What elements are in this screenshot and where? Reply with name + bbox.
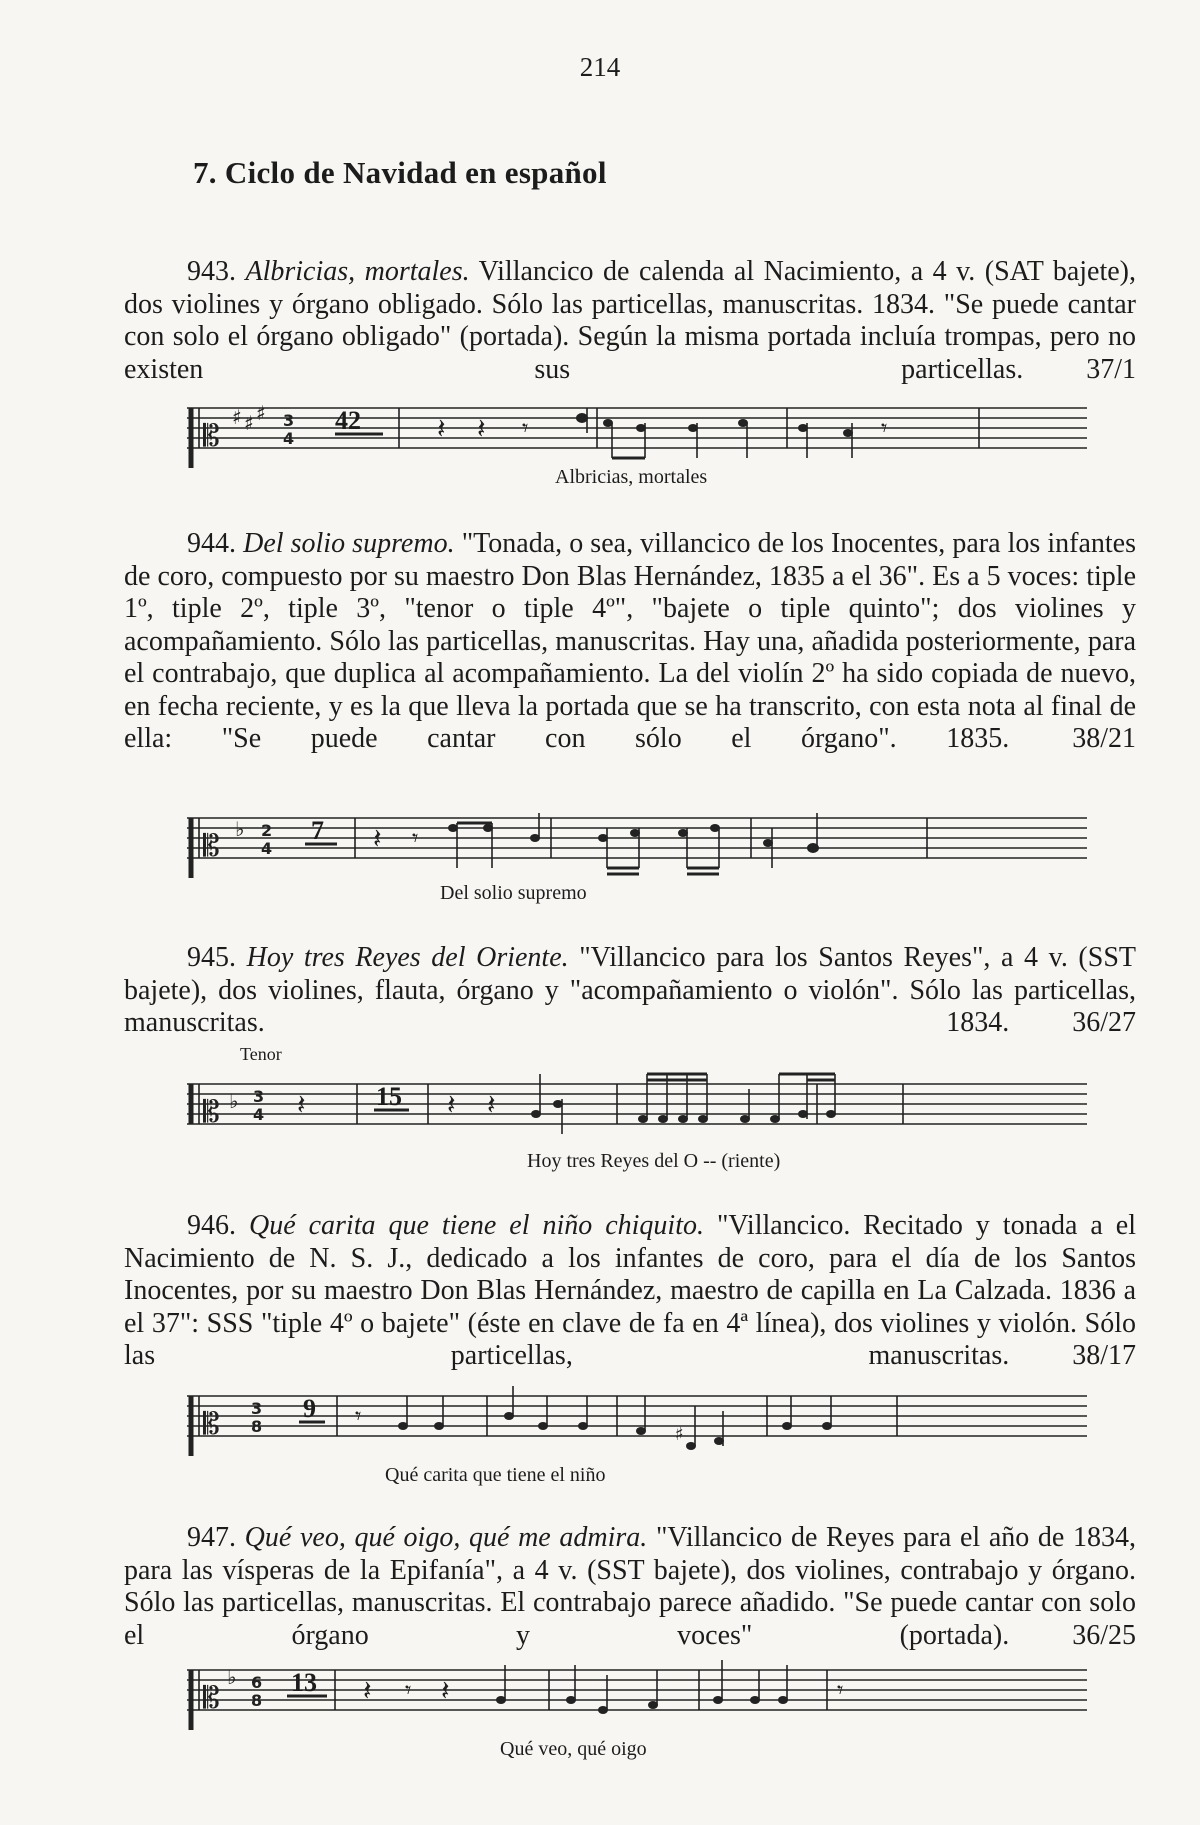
rest-measures: 13 [291,1668,317,1697]
staff-945 [187,1074,1087,1154]
staff-946 [187,1386,1087,1466]
music-incipit-944 [187,808,1087,908]
entry-title: Qué carita que tiene el niño chiquito. [248,1210,704,1241]
svg-text:6: 6 [251,1673,263,1692]
svg-text:𝄽: 𝄽 [447,1088,456,1121]
entry-number: 943. [187,256,236,287]
svg-text:𝄾: 𝄾 [837,1676,844,1704]
svg-text:3: 3 [253,1087,265,1106]
entry-number: 947. [187,1522,236,1553]
svg-text:𝄾: 𝄾 [405,1676,412,1704]
svg-text:𝄽: 𝄽 [487,1088,496,1121]
music-incipit-946 [187,1386,1087,1486]
catalog-entry-946 [124,1210,1136,1405]
svg-text:♭: ♭ [227,1665,237,1689]
svg-text:𝄽: 𝄽 [437,412,446,445]
entry-reference: 37/1 [1086,353,1136,385]
entry-number: 946. [187,1210,236,1241]
entry-description: "Villancico para los Santos Reyes", a 4 v. (SST bajete), dos violines, flauta, órgano y "acompañamiento o violón". Sólo las particellas, manuscritas. 1834. [124,942,1136,1038]
svg-text:𝄡: 𝄡 [203,419,220,454]
svg-text:4: 4 [253,1105,265,1124]
incipit-lyric: Hoy tres Reyes del O -- (riente) [527,1150,781,1172]
entry-text [124,1210,1136,1405]
incipit-lyric: Qué carita que tiene el niño [385,1464,606,1486]
entry-number: 945. [187,942,236,973]
entry-description: "Villancico. Recitado y tonada a el Nacimiento de N. S. J., dedicado a los infantes de coro, para el día de los Santos Inocentes, por su maestro Don Blas Hernández, maestro de capilla en La Calzada. 1836 a el 37": SSS "tiple 4º o bajete" (éste en clave de fa en 4ª línea), dos violines y violón. Sólo las particellas, manuscritas. [124,1210,1137,1371]
entry-reference: 36/27 [1072,1007,1136,1038]
svg-text:4: 4 [261,839,273,858]
svg-text:8: 8 [251,1691,263,1710]
svg-text:𝄡: 𝄡 [203,1681,220,1716]
svg-text:♯: ♯ [244,411,254,435]
svg-text:3: 3 [251,1399,263,1418]
rest-measures: 42 [335,406,361,435]
svg-text:♯: ♯ [232,405,242,429]
entry-reference: 38/21 [1072,723,1136,754]
svg-text:8: 8 [251,1417,263,1436]
incipit-lyric: Qué veo, qué oigo [500,1738,647,1760]
svg-text:𝄡: 𝄡 [203,1407,220,1442]
svg-text:𝄽: 𝄽 [297,1088,306,1121]
svg-text:♭: ♭ [235,817,245,841]
entry-description: "Tonada, o sea, villancico de los Inocentes, para los infantes de coro, compuesto por su maestro Don Blas Hernández, 1835 a el 36". Es a 5 voces: tiple 1º, tiple 2º, tiple 3º, "tenor o tiple 4º", "bajete o tiple quinto"; dos violines y acompañamiento. Sólo las particellas, manuscritas. Hay una, añadida posteriormente, para el contrabajo, que duplica al acompañamiento. La del violín 2º ha sido copiada de nuevo, en fecha reciente, y es la que lleva la portada que se ha transcrito, con esta nota al final de ella: "Se puede cantar con sólo el órgano". 1835. [124,528,1137,754]
entry-title: Qué veo, qué oigo, qué me admira. [244,1522,648,1553]
svg-text:𝄾: 𝄾 [881,414,888,442]
svg-text:3: 3 [283,411,295,430]
svg-text:𝄾: 𝄾 [522,414,529,442]
incipit-lyric: Albricias, mortales [555,466,708,488]
entry-title: Del solio supremo. [243,528,455,559]
svg-text:𝄽: 𝄽 [363,1674,372,1707]
page-number: 214 [579,52,621,82]
rest-measures: 9 [303,1394,316,1423]
incipit-lyric: Del solio supremo [440,882,587,904]
entry-text [124,528,1136,788]
svg-text:4: 4 [283,429,295,448]
voice-label: Tenor [240,1044,282,1064]
rest-measures: 15 [376,1082,402,1111]
svg-text:𝄾: 𝄾 [412,824,419,852]
entry-title: Hoy tres Reyes del Oriente. [246,942,569,973]
svg-text:𝄾: 𝄾 [355,1402,362,1430]
entry-title: Albricias, mortales. [245,256,470,287]
entry-description: "Villancico de Reyes para el año de 1834, para las vísperas de la Epifanía", a 4 v. (SST bajete), dos violines, contrabajo y órgano. Sólo las particellas, manuscritas. El contrabajo parece añadido. "Se puede cantar con solo el órgano y voces" (portada). [124,1522,1136,1651]
svg-text:♭: ♭ [229,1089,239,1113]
rest-measures: 7 [311,816,324,845]
svg-text:𝄽: 𝄽 [373,822,382,855]
entry-reference: 36/25 [1072,1619,1136,1651]
catalog-entry-943 [124,256,1136,419]
entry-reference: 38/17 [1072,1340,1136,1371]
svg-text:𝄽: 𝄽 [477,412,486,445]
svg-text:2: 2 [261,821,273,840]
svg-text:♯: ♯ [256,401,266,425]
catalog-entry-944 [124,528,1136,788]
entry-description: Villancico de calenda al Nacimiento, a 4 v. (SAT bajete), dos violines y órgano obligado. Sólo las particellas, manuscritas. 1834. "Se puede cantar con solo el órgano obligado" (portada). Según la misma portada incluía trompas, pero no existen sus particellas. [124,256,1136,385]
staff-947 [187,1660,1087,1740]
svg-text:𝄡: 𝄡 [203,829,220,864]
svg-text:𝄡: 𝄡 [203,1095,220,1130]
svg-text:♯: ♯ [675,1424,684,1445]
svg-text:𝄽: 𝄽 [441,1674,450,1707]
section-heading: 7. Ciclo de Navidad en español [193,155,607,190]
entry-text [124,256,1136,419]
entry-number: 944. [187,528,236,559]
